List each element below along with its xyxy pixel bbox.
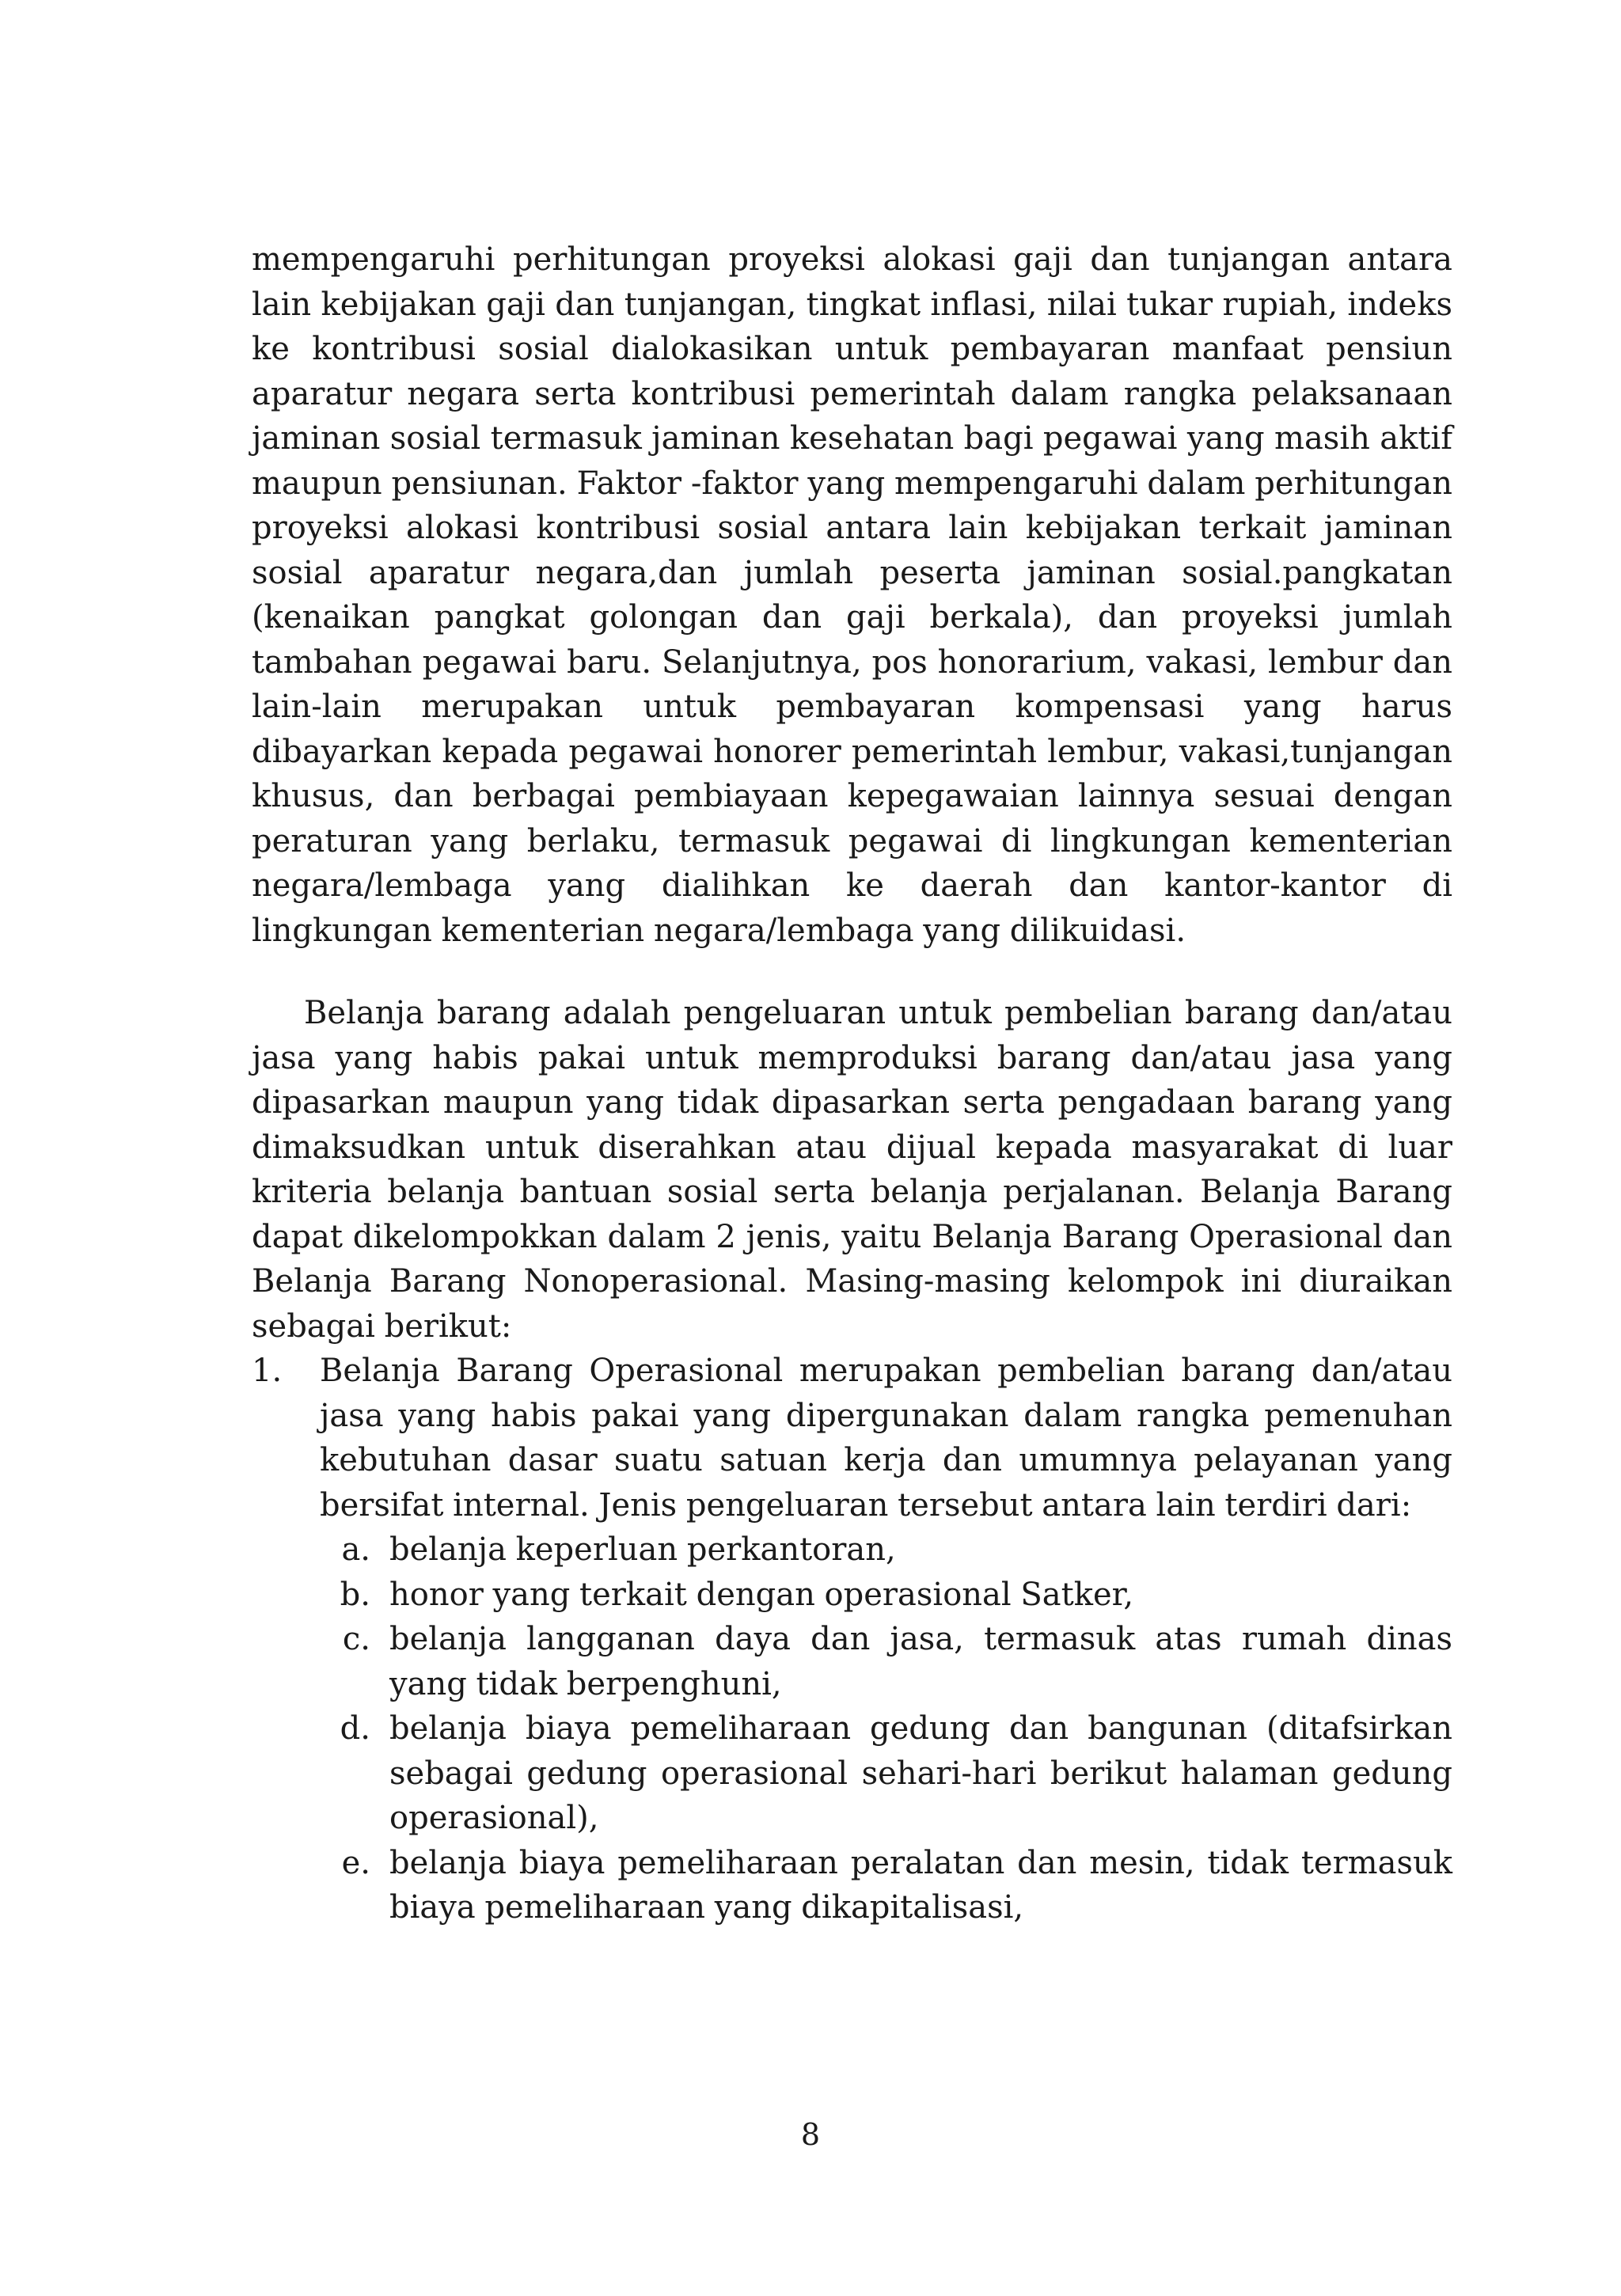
list-item-1-text: Belanja Barang Operasional merupakan pembelian barang dan/atau jasa yang habis pakai yang dipergunakan dalam rangka pemenuhan kebutuhan dasar suatu satuan kerja dan umumnya pelayanan yang bersifat internal. Jenis pengeluaran tersebut antara lain terdiri dari: xyxy=(320,1353,1452,1524)
sub-item-d-marker: d. xyxy=(340,1710,370,1747)
page-number: 8 xyxy=(800,2117,821,2152)
sub-item-c-marker: c. xyxy=(342,1621,370,1657)
sub-item-d-text: belanja biaya pemeliharaan gedung dan bangunan (ditafsirkan sebagai gedung operasional sehari-hari berikut halaman gedung operasional), xyxy=(389,1710,1452,1836)
document-page xyxy=(252,237,1452,1930)
list-item-1 xyxy=(252,1349,1452,1930)
sub-item-e-marker: e. xyxy=(341,1844,370,1881)
sub-item-b xyxy=(320,1573,1452,1618)
sub-item-c xyxy=(320,1617,1452,1706)
sub-item-e xyxy=(320,1841,1452,1930)
body-paragraph-1: mempengaruhi perhitungan proyeksi alokasi gaji dan tunjangan antara lain kebijakan gaji dan tunjangan, tingkat inflasi, nilai tukar rupiah, indeks ke kontribusi sosial dialokasikan untuk pembayaran manfaat pensiun aparatur negara serta kontribusi pemerintah dalam rangka pelaksanaan jaminan sosial termasuk jaminan kesehatan bagi pegawai yang masih aktif maupun pensiunan. Faktor -faktor yang mempengaruhi dalam perhitungan proyeksi alokasi kontribusi sosial antara lain kebijakan terkait jaminan sosial aparatur negara,dan jumlah peserta jaminan sosial.pangkatan (kenaikan pangkat golongan dan gaji berkala), dan proyeksi jumlah tambahan pegawai baru. Selanjutnya, pos honorarium, vakasi, lembur dan lain-lain merupakan untuk pembayaran kompensasi yang harus dibayarkan kepada pegawai honorer pemerintah lembur, vakasi,tunjangan khusus, dan berbagai pembiayaan kepegawaian lainnya sesuai dengan peraturan yang berlaku, termasuk pegawai di lingkungan kementerian negara/lembaga yang dialihkan ke daerah dan kantor-kantor di lingkungan kementerian negara/lembaga yang dilikuidasi. xyxy=(252,241,1452,949)
sub-item-a-text: belanja keperluan perkantoran, xyxy=(389,1531,896,1568)
sub-item-c-text: belanja langganan daya dan jasa, termasuk atas rumah dinas yang tidak berpenghuni, xyxy=(389,1621,1452,1702)
body-paragraph-2: Belanja barang adalah pengeluaran untuk pembelian barang dan/atau jasa yang habis pakai untuk memproduksi barang dan/atau jasa yang dipasarkan maupun yang tidak dipasarkan serta pengadaan barang yang dimaksudkan untuk diserahkan atau dijual kepada masyarakat di luar kriteria belanja bantuan sosial serta belanja perjalanan. Belanja Barang dapat dikelompokkan dalam 2 jenis, yaitu Belanja Barang Operasional dan Belanja Barang Nonoperasional. Masing-masing kelompok ini diuraikan sebagai berikut: xyxy=(252,995,1452,1345)
sub-item-a xyxy=(320,1528,1452,1573)
numbered-list xyxy=(252,1349,1452,1930)
sub-item-b-text: honor yang terkait dengan operasional Satker, xyxy=(389,1576,1134,1613)
sub-list xyxy=(320,1528,1452,1930)
sub-item-a-marker: a. xyxy=(341,1531,370,1568)
list-item-1-marker: 1. xyxy=(252,1353,283,1389)
sub-item-d xyxy=(320,1706,1452,1841)
sub-item-b-marker: b. xyxy=(340,1576,370,1613)
sub-item-e-text: belanja biaya pemeliharaan peralatan dan mesin, tidak termasuk biaya pemeliharaan yang dikapitalisasi, xyxy=(389,1844,1452,1926)
